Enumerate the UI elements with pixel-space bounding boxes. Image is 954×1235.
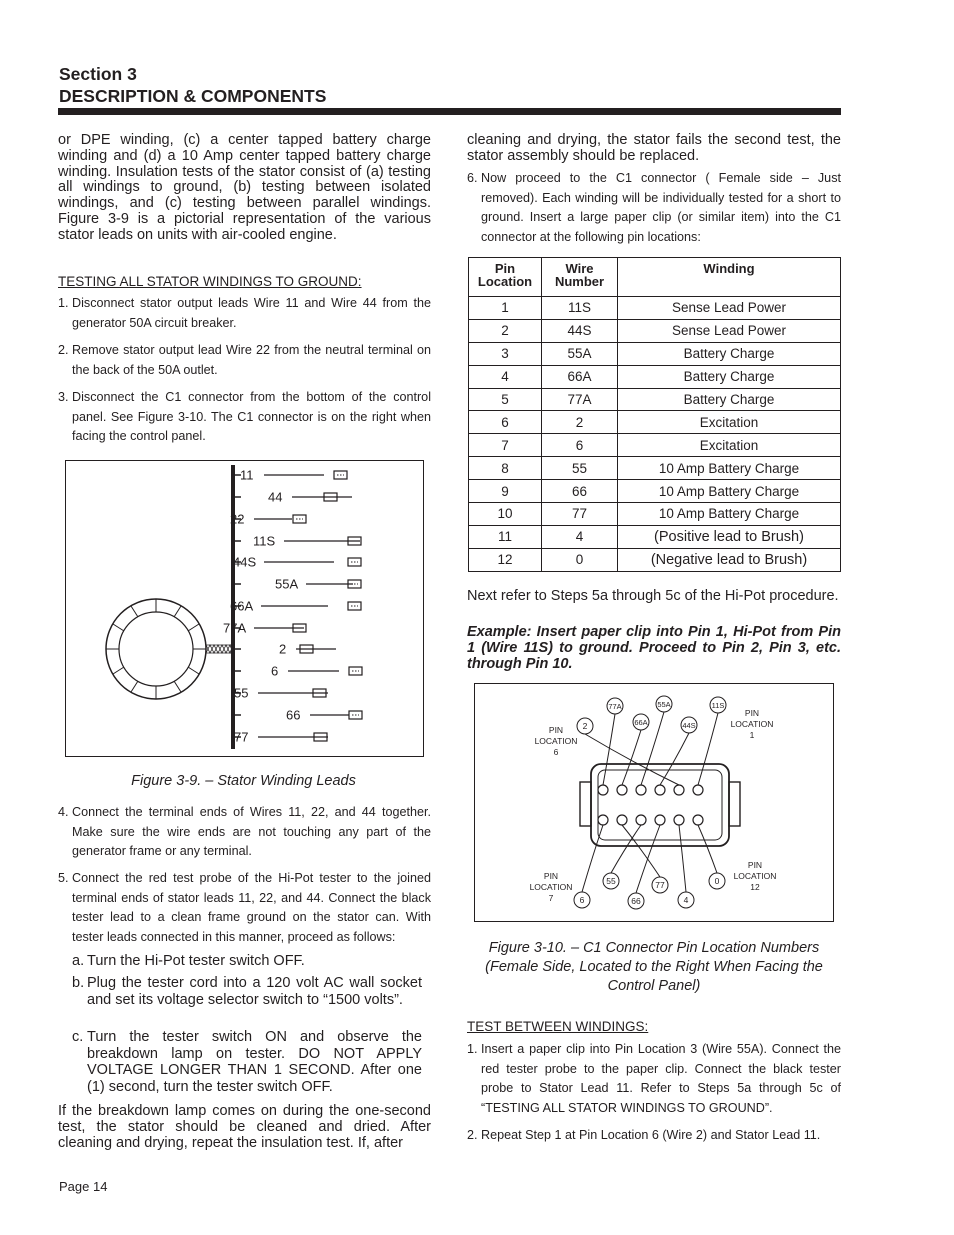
table-row [469,342,841,365]
pin-lead-line [622,730,641,785]
step-number: 6. [467,171,478,185]
table-header-row [469,258,841,297]
wire-cell: 0 [542,548,618,571]
left-closing-paragraph: If the breakdown lamp comes on during the one-second test, the stator should be cleaned and dried. After cleaning and drying, repeat the insulation test. If, after [58,1103,431,1151]
pin6-label-line1: PIN [548,725,564,735]
step-number: 3. [58,390,69,404]
pin-labels [574,696,726,909]
table-row [469,434,841,457]
pin-cell: 9 [469,480,542,503]
table-row [469,457,841,480]
table-row [469,480,841,503]
pin7-label-line3: 7 [548,893,554,903]
pin-hole [674,785,684,795]
pin-cell: 7 [469,434,542,457]
substep-b [72,975,422,1008]
pin12-label-line1: PIN [747,860,763,870]
winding-cell: Excitation [618,434,841,457]
lead-label: 55 [234,685,249,701]
pin7-label-line1: PIN [543,871,559,881]
pin-location-table [468,257,841,572]
section-title: DESCRIPTION & COMPONENTS [59,86,327,106]
wire-cell: 66 [542,480,618,503]
step-text: Remove stator output lead Wire 22 from the neutral terminal on the back of the 50A outlet. [72,343,431,377]
pin6-label-line2: LOCATION [534,736,578,746]
pin-cell: 10 [469,503,542,526]
substep-c [72,1029,422,1095]
pin-hole [617,785,627,795]
lead-2 [231,642,336,657]
lead-label: 77A [223,620,247,636]
lead-6 [231,664,362,679]
winding-cell: Battery Charge [618,342,841,365]
stator-ring-inner [119,612,193,686]
lead-label: 44 [268,489,283,505]
pin12-label-line2: LOCATION [733,871,777,881]
example-paragraph: Example: Insert paper clip into Pin 1, Hi-Pot from Pin 1 (Wire 11S) to ground. Proceed to Pin 2, Pin 3, etc. through Pin 10. [467,624,841,672]
table-row [469,411,841,434]
winding-cell: 10 Amp Battery Charge [618,457,841,480]
pin-lead-line [698,825,717,873]
figure-3-9-caption: Figure 3-9. – Stator Winding Leads [131,773,356,789]
pin-hole [693,785,703,795]
next-refer-paragraph: Next refer to Steps 5a through 5c of the Hi-Pot procedure. [467,588,839,604]
header-rule [58,108,841,115]
winding-cell: Excitation [618,411,841,434]
pin-wire-label: 66A [634,718,648,727]
wire-cell: 77 [542,503,618,526]
lead-label: 66A [230,598,254,614]
step-number: 4. [58,805,69,819]
pin-wire-label: 4 [683,895,689,905]
step-number: 5. [58,871,69,885]
pin-wire-label: 2 [582,721,588,731]
lead-77 [231,730,328,745]
pin12-label-line3: 12 [750,882,760,892]
between-step-1 [467,1040,841,1118]
step-text: Connect the red test probe of the Hi-Pot tester to the joined terminal ends of stator leads 11, 22, and 44. Connect the black tester lead to a clean frame ground on the stator can. With tester leads connected in this manner, proceed as follows: [72,871,431,944]
substep-text: Plug the tester cord into a 120 volt AC wall socket and set its voltage selector switch to “1500 volts”. [87,975,422,1008]
lead-44 [231,490,352,505]
pin6-label-line3: 6 [553,747,559,757]
figure-3-10-caption: Figure 3-10. – C1 Connector Pin Location Numbers (Female Side, Located to the Right When Facing the Control Panel) [485,940,823,994]
stator-winding-figure [65,460,424,757]
step-text: Now proceed to the C1 connector ( Female side – Just removed). Each winding will be individually tested for a short to ground. Insert a large paper clip (or similar item) into the C1 connector at the following pin locations: [481,171,841,244]
lead-label: 22 [230,511,245,527]
pin-hole [693,815,703,825]
connector-housing [591,764,729,846]
lead-label: 66 [286,707,301,723]
pin-lead-line [611,825,641,873]
table-row [469,525,841,548]
wire-cell: 77A [542,388,618,411]
pin1-label-line1: PIN [744,708,760,718]
wire-cell: 55A [542,342,618,365]
step-2 [58,341,431,380]
lead-66a [230,599,361,614]
pin-cell: 11 [469,525,542,548]
step-number: 1. [467,1042,478,1056]
lead-77a [223,621,306,636]
step-6 [467,169,841,247]
pin-lead-line [660,733,689,785]
wire-cell: 55 [542,457,618,480]
step-number: 2. [467,1128,478,1142]
stator-ring-outer [106,599,206,699]
pin-lead-line [622,825,660,877]
lead-44s [231,555,361,570]
substep-a [72,953,422,970]
winding-cell: Battery Charge [618,365,841,388]
latch-left [580,782,591,826]
pin-cell: 6 [469,411,542,434]
pin-hole [636,785,646,795]
wire-cell: 11S [542,297,618,320]
section-number: Section 3 [59,64,137,84]
lead-55 [231,686,328,701]
pin-wire-label: 11S [711,701,725,710]
pin-cell: 5 [469,388,542,411]
pin-holes [598,785,703,825]
substep-text: Turn the Hi-Pot tester switch OFF. [87,953,305,969]
pin-hole [655,815,665,825]
pin-hole [655,785,665,795]
wire-cell: 4 [542,525,618,548]
lead-66 [231,708,362,723]
col-header-wire: Wire Number [542,258,618,297]
step-text: Insert a paper clip into Pin Location 3 (Wire 55A). Connect the red tester probe to the paper clip. Connect the black tester probe to Stator Lead 11. Refer to Steps 5a through 5c of “TESTING ALL STATOR WINDINGS TO GROUND”. [481,1042,841,1115]
connector-diagram [475,684,833,921]
page-number: Page 14 [59,1179,108,1194]
pin-leads [582,712,718,893]
pin-wire-label: 6 [579,895,585,905]
pin-hole [598,785,608,795]
col-header-winding: Winding [618,258,841,297]
heading-test-between-windings: TEST BETWEEN WINDINGS: [467,1019,649,1034]
step-1 [58,294,431,333]
stator-diagram [66,461,423,756]
pin-wire-label: 55 [606,876,616,886]
table-body [469,297,841,572]
table-row [469,297,841,320]
pin-wire-label: 55A [657,700,671,709]
pin7-label-line2: LOCATION [529,882,573,892]
between-step-2 [467,1126,841,1146]
table-row [469,365,841,388]
lead-label: 6 [271,663,279,679]
wire-cell: 6 [542,434,618,457]
winding-cell: 10 Amp Battery Charge [618,503,841,526]
wire-cell: 44S [542,319,618,342]
step-text: Repeat Step 1 at Pin Location 6 (Wire 2) and Stator Lead 11. [481,1128,821,1142]
winding-cell: 10 Amp Battery Charge [618,480,841,503]
step-4 [58,803,431,862]
pin-wire-label: 77A [608,702,622,711]
step-3 [58,388,431,447]
pin-hole [674,815,684,825]
lead-label: 2 [279,641,287,657]
pin-cell: 12 [469,548,542,571]
wire-cell: 66A [542,365,618,388]
lead-11s [231,534,361,549]
step-text: Connect the terminal ends of Wires 11, 22, and 44 together. Make sure the wire ends are not touching any part of the generator frame or any terminal. [72,805,431,858]
pin-cell: 2 [469,319,542,342]
winding-cell: Battery Charge [618,388,841,411]
pin-cell: 4 [469,365,542,388]
pin-wire-label: 44S [682,721,696,730]
table-row [469,503,841,526]
pin-cell: 1 [469,297,542,320]
pin1-label-line2: LOCATION [730,719,774,729]
pin-wire-label: 66 [631,896,641,906]
winding-cell: Sense Lead Power [618,297,841,320]
wire-cell: 2 [542,411,618,434]
lead-label: 44S [233,554,257,570]
substep-text: Turn the tester switch ON and observe the breakdown lamp on tester. DO NOT APPLY VOLTAGE LONGER THAN 1 SECOND. After one (1) second, turn the tester switch OFF. [87,1029,422,1095]
latch-right [729,782,740,826]
left-intro-paragraph: or DPE winding, (c) a center tapped battery charge winding and (d) a 10 Amp center tapped battery charge winding. Insulation tests of the stator consist of (a) testing all windings to ground, (b) testing between isolated windings, and (c) testing between parallel windings. Figure 3-9 is a pictorial representation of the various stator leads on units with air-cooled engine. [58,132,431,243]
lead-55a [231,577,361,592]
lead-label: 11 [240,467,254,483]
substep-letter: b. [72,975,85,991]
substep-letter: c. [72,1029,84,1045]
connector-inner [598,770,722,840]
winding-cell: (Negative lead to Brush) [618,548,841,571]
pin-hole [598,815,608,825]
winding-cell: Sense Lead Power [618,319,841,342]
heading-testing-all-windings: TESTING ALL STATOR WINDINGS TO GROUND: [58,274,362,289]
col-header-pin: Pin Location [469,258,542,297]
pin-wire-label: 77 [655,880,665,890]
step-number: 2. [58,343,69,357]
pin-hole [617,815,627,825]
wire-harness [206,645,233,653]
table-row [469,548,841,571]
winding-cell: (Positive lead to Brush) [618,525,841,548]
right-intro-paragraph: cleaning and drying, the stator fails the second test, the stator assembly should be replaced. [467,132,841,164]
table-row [469,388,841,411]
pin-lead-line [679,825,686,892]
pin-lead-line [698,713,718,785]
c1-connector-figure [474,683,834,922]
pin-lead-line [603,714,615,785]
substep-letter: a. [72,953,85,969]
pin-cell: 3 [469,342,542,365]
lead-label: 77 [234,729,249,745]
lead-label: 11S [253,533,276,549]
step-number: 1. [58,296,69,310]
pin-hole [636,815,646,825]
pin1-label-line3: 1 [749,730,755,740]
lead-22 [230,512,306,527]
pin-lead-line [582,825,603,892]
lead-label: 55A [275,576,299,592]
step-text: Disconnect stator output leads Wire 11 and Wire 44 from the generator 50A circuit breaker. [72,296,431,330]
lead-group [223,468,362,745]
table-row [469,319,841,342]
lead-11 [231,468,347,483]
step-text: Disconnect the C1 connector from the bottom of the control panel. See Figure 3-10. The C1 connector is on the right when facing the control panel. [72,390,431,443]
step-5 [58,869,431,947]
pin-cell: 8 [469,457,542,480]
pin-wire-label: 0 [714,876,720,886]
